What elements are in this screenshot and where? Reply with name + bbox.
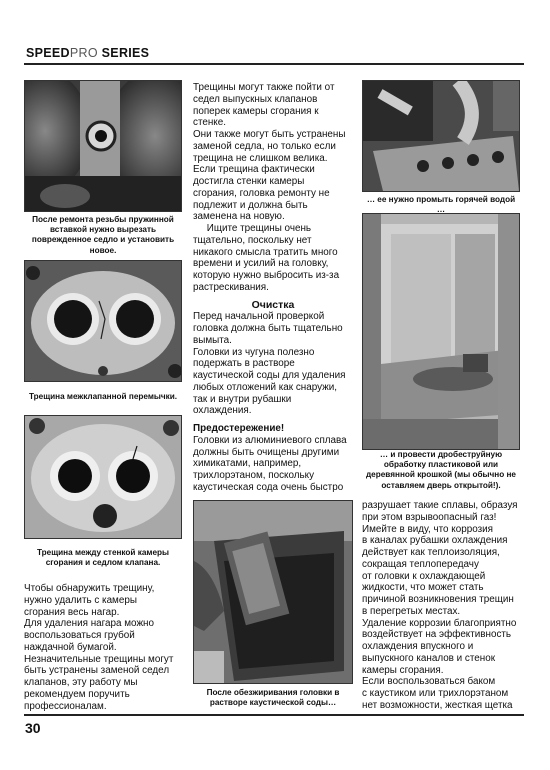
photo-blasting-cabinet (362, 213, 520, 450)
photo-chamber-seat-crack (24, 415, 182, 539)
header-rule (24, 63, 524, 65)
photo-insert-repair (24, 80, 182, 212)
series-suffix: SERIES (97, 46, 150, 60)
series-brand-pro: PRO (69, 46, 98, 60)
heading-cleaning: Очистка (251, 298, 295, 311)
photo-valve-bridge-crack (24, 260, 182, 382)
series-brand: SPEED (26, 46, 70, 60)
photo-caustic-tank (193, 500, 353, 684)
caption-chamber-seat-crack: Трещина между стенкой камеры сгорания и седлом клапана. (36, 548, 169, 568)
photo-hot-water-wash (362, 80, 520, 192)
caption-valve-bridge-crack: Трещина межклапанной перемычки. (28, 392, 178, 401)
caption-blasting-cabinet: … и провести дробеструйную обработку пластиковой или деревянной крошкой (мы обычно не оставляем дверь открытой!). (365, 450, 516, 490)
heading-warning: Предостережение! (193, 423, 285, 434)
caption-hot-water-wash: … ее нужно промыть горячей водой … (366, 195, 516, 215)
footer-rule (24, 714, 524, 716)
text-column-right: разрушает такие сплавы, образуя при этом взрывоопасный газ! Имейте в виду, что коррозия в каналах рубашки охлаждения действует как теплоизоляция, сокращая теплопередачу от головки к охлаждающей жидкости, что может стать причиной возникновения трещин в перегретых местах. Удаление коррозии благоприятно воздействует на эффективность охлаждения впускного и выпускного каналов и стенок камеры сгорания. Если воспользоваться баком с каустиком или трихлорэтаном нет возможности, жесткая щетка (362, 500, 518, 711)
series-title (26, 46, 149, 60)
text-column-left: Чтобы обнаружить трещину, нужно удалить с камеры сгорания весь нагар. Для удаления нагара можно воспользоваться грубой наждачной бумагой. Незначительные трещины могут быть устранены заменой седел клапанов, эту работу мы рекомендуем поручить профессионалам. (24, 583, 174, 712)
caption-caustic-tank: После обезжиривания головки в растворе каустической соды… (206, 688, 340, 708)
page-number: 30 (25, 720, 41, 736)
caption-insert-repair: После ремонта резьбы пружинной вставкой нужно вырезать поврежденное седло и установить новое. (31, 215, 175, 255)
text-column-middle: Трещины могут также пойти от седел выпускных клапанов поперек камеры сгорания к стенке. Они также могут быть устранены заменой седла, но только если трещина не слишком велика. Если трещина фактически достигла стенки камеры сгорания, головка ремонту не подлежит и должна быть заменена на новую. Ищите трещины очень тщательно, поскольку нет никакого смысла тратить много времени и усилий на головку, которую нужно выбросить из-за растрескивания. Очистка Перед начальной проверкой головка должна быть тщательно вымыта. Головки из чугуна полезно подержать в растворе каустической соды для удаления любых отложений как снаружи, так и внутри рубашки охлаждения. Предостережение! Головки из алюминиевого сплава должны быть очищены другими химикатами, например, трихлорэтаном, поскольку каустическая сода очень быстро (193, 82, 353, 494)
